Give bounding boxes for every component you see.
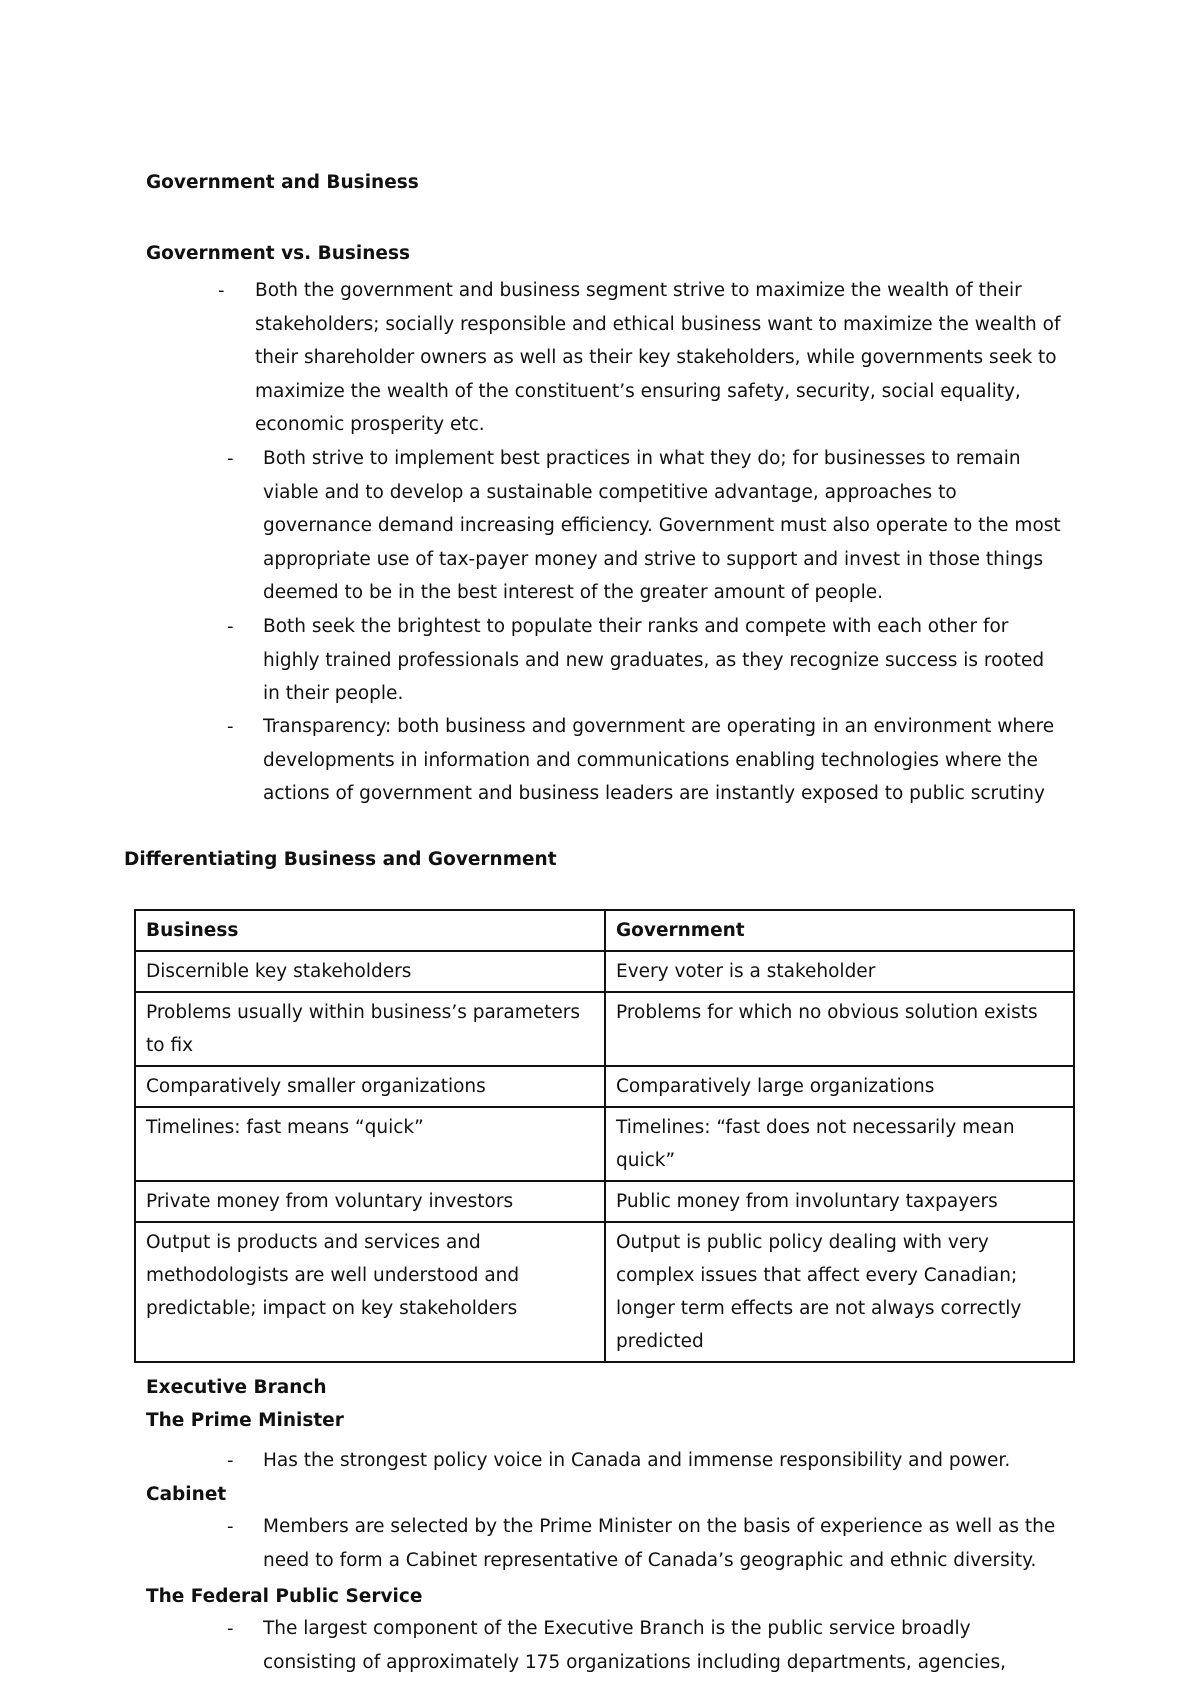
bullet-line: Both seek the brightest to populate their ranks and compete with each other for: [263, 616, 1009, 637]
section-heading-differentiating: Differentiating Business and Government: [124, 849, 557, 870]
cell-line: Every voter is a stakeholder: [616, 961, 876, 982]
cell-line: methodologists are well understood and: [146, 1265, 520, 1286]
bullet-line: actions of government and business leaders are instantly exposed to public scrutiny: [263, 783, 1045, 804]
cell-line: Timelines: “fast does not necessarily mean: [616, 1117, 1015, 1138]
table-cell: [605, 992, 1074, 1066]
comparison-table: [134, 909, 1075, 1363]
table-row: [135, 951, 1074, 992]
bullet-dash: -: [227, 448, 234, 469]
cell-line: Output is public policy dealing with very: [616, 1232, 989, 1253]
table-cell: [135, 951, 605, 992]
cell-line: Problems usually within business’s parameters: [146, 1002, 581, 1023]
table-cell: [605, 1222, 1074, 1362]
section-heading-gov-vs-business: Government vs. Business: [146, 243, 410, 264]
table-cell: [605, 1181, 1074, 1222]
table-header-row: [135, 910, 1074, 951]
cell-line: Public money from involuntary taxpayers: [616, 1191, 998, 1212]
bullet-line: viable and to develop a sustainable competitive advantage, approaches to: [263, 481, 957, 503]
bullet-item: [263, 610, 1044, 711]
subheading-federal-public-service: The Federal Public Service: [146, 1586, 423, 1607]
table-cell: [135, 1066, 605, 1107]
table-cell: [135, 1107, 605, 1181]
cell-line: quick”: [616, 1150, 676, 1171]
table-header-cell: Government: [605, 910, 1074, 951]
bullet-item: [263, 710, 1054, 811]
bullet-dash: -: [227, 1450, 234, 1471]
subheading-prime-minister: The Prime Minister: [146, 1410, 344, 1431]
bullet-dash: -: [227, 1618, 234, 1639]
bullet-line: in their people.: [263, 683, 404, 704]
cell-line: Comparatively large organizations: [616, 1076, 935, 1097]
bullet-line: stakeholders; socially responsible and ethical business want to maximize the wealth of: [255, 313, 1061, 335]
bullet-dash: -: [227, 616, 234, 637]
bullet-line: maximize the wealth of the constituent’s ensuring safety, security, social equality,: [255, 380, 1021, 402]
cell-line: Timelines: fast means “quick”: [146, 1117, 424, 1138]
table-cell: [605, 951, 1074, 992]
cell-line: to fix: [146, 1035, 194, 1056]
bullet-line: Members are selected by the Prime Minister on the basis of experience as well as the: [263, 1516, 1056, 1537]
cell-line: Output is products and services and: [146, 1232, 481, 1253]
bullet-dash: -: [218, 280, 225, 301]
cell-line: predicted: [616, 1331, 704, 1352]
bullet-line: consisting of approximately 175 organizations including departments, agencies,: [263, 1651, 1007, 1673]
table-row: [135, 1181, 1074, 1222]
cell-line: complex issues that affect every Canadian;: [616, 1265, 1018, 1286]
cell-line: Comparatively smaller organizations: [146, 1076, 486, 1097]
bullet-line: Both strive to implement best practices in what they do; for businesses to remain: [263, 448, 1021, 469]
bullet-line: Has the strongest policy voice in Canada and immense responsibility and power.: [263, 1450, 1011, 1471]
table-row: [135, 992, 1074, 1066]
bullet-line: highly trained professionals and new graduates, as they recognize success is rooted: [263, 649, 1045, 671]
table-row: [135, 1222, 1074, 1362]
table-cell: [135, 1222, 605, 1362]
document-title: Government and Business: [146, 172, 419, 193]
cell-line: Discernible key stakeholders: [146, 961, 412, 982]
bullet-line: deemed to be in the best interest of the greater amount of people.: [263, 582, 884, 603]
table-cell: [605, 1066, 1074, 1107]
bullet-line: appropriate use of tax-payer money and strive to support and invest in those things: [263, 548, 1044, 570]
table-row: [135, 1066, 1074, 1107]
table-cell: [135, 1181, 605, 1222]
bullet-line: their shareholder owners as well as their key stakeholders, while governments seek to: [255, 347, 1057, 368]
bullet-line: Transparency: both business and government are operating in an environment where: [263, 716, 1055, 737]
cell-line: Private money from voluntary investors: [146, 1191, 514, 1212]
table-cell: [605, 1107, 1074, 1181]
cell-line: Problems for which no obvious solution exists: [616, 1002, 1038, 1023]
table-row: [135, 1107, 1074, 1181]
table-header-cell: Business: [135, 910, 605, 951]
bullet-dash: -: [227, 716, 234, 737]
bullet-item: [255, 274, 1060, 442]
bullet-item: [263, 1510, 1055, 1577]
bullet-line: economic prosperity etc.: [255, 414, 485, 435]
bullet-item: [263, 442, 1061, 610]
bullet-line: governance demand increasing efficiency. Government must also operate to the most: [263, 515, 1061, 536]
section-heading-executive-branch: Executive Branch: [146, 1377, 327, 1398]
cell-line: predictable; impact on key stakeholders: [146, 1298, 518, 1319]
bullet-dash: -: [227, 1516, 234, 1537]
bullet-line: developments in information and communications enabling technologies where the: [263, 749, 1038, 771]
bullet-item: [263, 1444, 1010, 1478]
subheading-cabinet: Cabinet: [146, 1484, 227, 1505]
cell-line: longer term effects are not always correctly: [616, 1298, 1022, 1319]
bullet-line: Both the government and business segment strive to maximize the wealth of their: [255, 280, 1022, 301]
bullet-item: [263, 1612, 1006, 1679]
bullet-line: need to form a Cabinet representative of Canada’s geographic and ethnic diversity.: [263, 1549, 1037, 1571]
table-cell: [135, 992, 605, 1066]
bullet-line: The largest component of the Executive Branch is the public service broadly: [263, 1618, 971, 1639]
